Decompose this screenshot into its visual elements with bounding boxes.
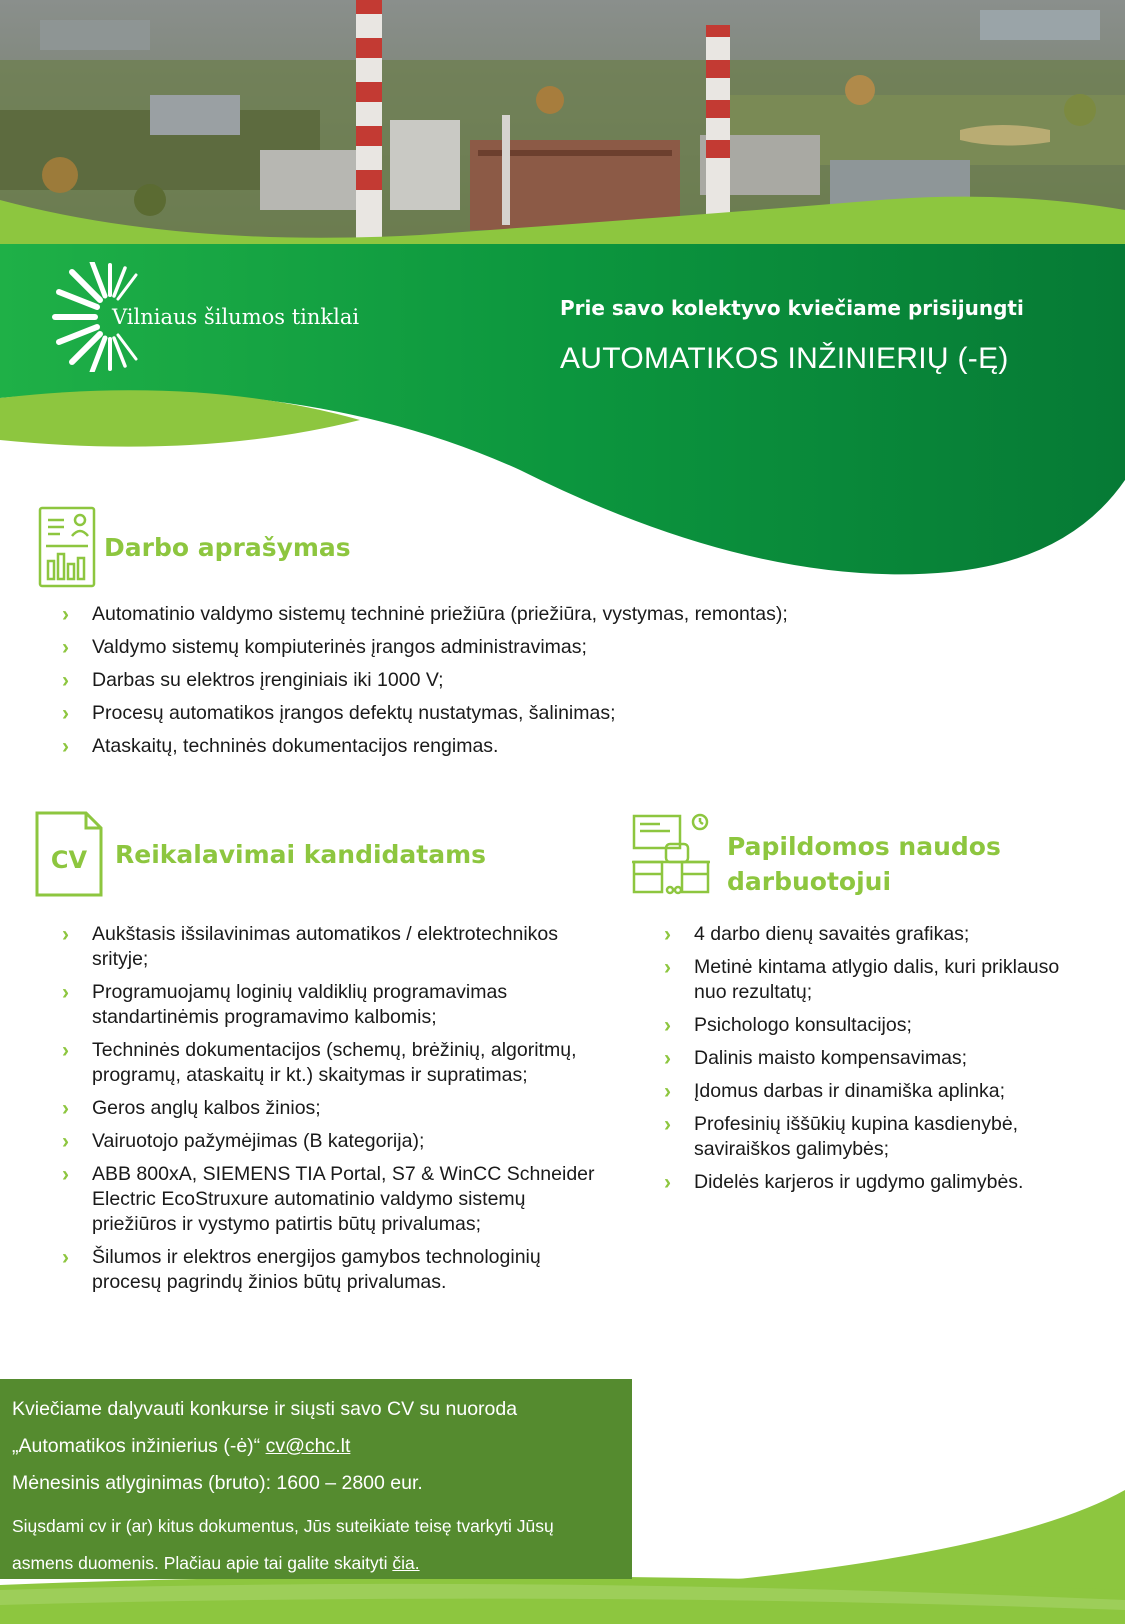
chevron-right-icon: › xyxy=(62,923,69,946)
email-link[interactable]: cv@chc.lt xyxy=(265,1435,351,1457)
privacy-line-2 xyxy=(12,1545,620,1582)
benefits-list xyxy=(664,922,1074,1203)
chevron-right-icon: › xyxy=(664,1047,671,1070)
chevron-right-icon: › xyxy=(664,1113,671,1136)
chevron-right-icon: › xyxy=(664,956,671,979)
cv-document-icon xyxy=(34,810,104,898)
description-title: Darbo aprašymas xyxy=(104,533,351,562)
chevron-right-icon: › xyxy=(62,1097,69,1120)
list-item: › 4 darbo dienų savaitės grafikas; xyxy=(664,923,970,946)
cv-icon-label: CV xyxy=(50,846,88,874)
header-text xyxy=(560,296,1080,376)
list-item: › Techninės dokumentacijos (schemų, brėžinių, algoritmų, programų, ataskaitų ir kt.) skaitymas ir supratimas; xyxy=(62,1039,577,1086)
list-item: › Vairuotojo pažymėjimas (B kategorija); xyxy=(62,1130,425,1153)
benefits-title: Papildomos naudos darbuotojui xyxy=(727,832,1001,896)
application-info-box xyxy=(0,1379,632,1579)
chevron-right-icon: › xyxy=(62,702,69,725)
chevron-right-icon: › xyxy=(62,669,69,692)
reference-text: „Automatikos inžinierius (-ė)“ xyxy=(12,1435,261,1457)
chevron-right-icon: › xyxy=(664,923,671,946)
list-item: › Didelės karjeros ir ugdymo galimybės. xyxy=(664,1171,1024,1194)
chevron-right-icon: › xyxy=(664,1171,671,1194)
invite-line: Kviečiame dalyvauti konkurse ir siųsti savo CV su nuoroda xyxy=(12,1398,518,1420)
list-item: › Valdymo sistemų kompiuterinės įrangos administravimas; xyxy=(62,636,587,659)
list-item: › Procesų automatikos įrangos defektų nustatymas, šalinimas; xyxy=(62,702,616,725)
brand-name: Vilniaus šilumos tinklai xyxy=(112,305,360,329)
chevron-right-icon: › xyxy=(62,1039,69,1062)
salary-line: Mėnesinis atlyginimas (bruto): 1600 – 2800 eur. xyxy=(12,1472,423,1494)
privacy-link[interactable]: čia. xyxy=(392,1553,420,1573)
list-item: › Profesinių iššūkių kupina kasdienybė, saviraiškos galimybės; xyxy=(664,1113,1019,1160)
list-item: › Programuojamų loginių valdiklių programavimas standartinėmis programavimo kalbomis; xyxy=(62,981,508,1028)
position-title: AUTOMATIKOS INŽINIERIŲ (-Ę) xyxy=(560,342,1009,375)
list-item: › Darbas su elektros įrenginiais iki 1000 V; xyxy=(62,669,444,692)
header-subtitle: Prie savo kolektyvo kviečiame prisijungti xyxy=(560,296,1024,320)
chevron-right-icon: › xyxy=(664,1080,671,1103)
requirements-title: Reikalavimai kandidatams xyxy=(115,840,487,869)
office-desk-icon xyxy=(630,812,712,896)
report-document-icon xyxy=(38,506,96,588)
description-list xyxy=(62,602,1062,767)
list-item: › Psichologo konsultacijos; xyxy=(664,1014,912,1037)
list-item: › Dalinis maisto kompensavimas; xyxy=(664,1047,968,1070)
company-logo xyxy=(50,262,450,372)
chevron-right-icon: › xyxy=(664,1014,671,1037)
list-item: › Geros anglų kalbos žinios; xyxy=(62,1097,321,1120)
list-item: › Ataskaitų, techninės dokumentacijos rengimas. xyxy=(62,735,499,758)
chevron-right-icon: › xyxy=(62,636,69,659)
chevron-right-icon: › xyxy=(62,1130,69,1153)
list-item: › Metinė kintama atlygio dalis, kuri priklauso nuo rezultatų; xyxy=(664,956,1060,1003)
list-item: › Aukštasis išsilavinimas automatikos / elektrotechnikos srityje; xyxy=(62,923,559,970)
list-item: › ABB 800xA, SIEMENS TIA Portal, S7 & WinCC Schneider Electric EcoStruxure automatinio valdymo sistemų priežiūros ir vystymo patirtis būtų privalumas; xyxy=(62,1163,595,1235)
chevron-right-icon: › xyxy=(62,603,69,626)
list-item: › Šilumos ir elektros energijos gamybos technologinių procesų pagrindų žinios būtų privalumas. xyxy=(62,1246,541,1293)
list-item: › Automatinio valdymo sistemų techninė priežiūra (priežiūra, vystymas, remontas); xyxy=(62,603,788,626)
privacy-line-1: Siųsdami cv ir (ar) kitus dokumentus, Jūs suteikiate teisę tvarkyti Jūsų xyxy=(12,1516,554,1536)
list-item: › Įdomus darbas ir dinamiška aplinka; xyxy=(664,1080,1006,1103)
reference-line xyxy=(12,1428,620,1465)
chevron-right-icon: › xyxy=(62,1163,69,1186)
chevron-right-icon: › xyxy=(62,1246,69,1269)
privacy-text: asmens duomenis. Plačiau apie tai galite skaityti xyxy=(12,1553,388,1573)
requirements-list xyxy=(62,922,602,1303)
chevron-right-icon: › xyxy=(62,981,69,1004)
chevron-right-icon: › xyxy=(62,735,69,758)
